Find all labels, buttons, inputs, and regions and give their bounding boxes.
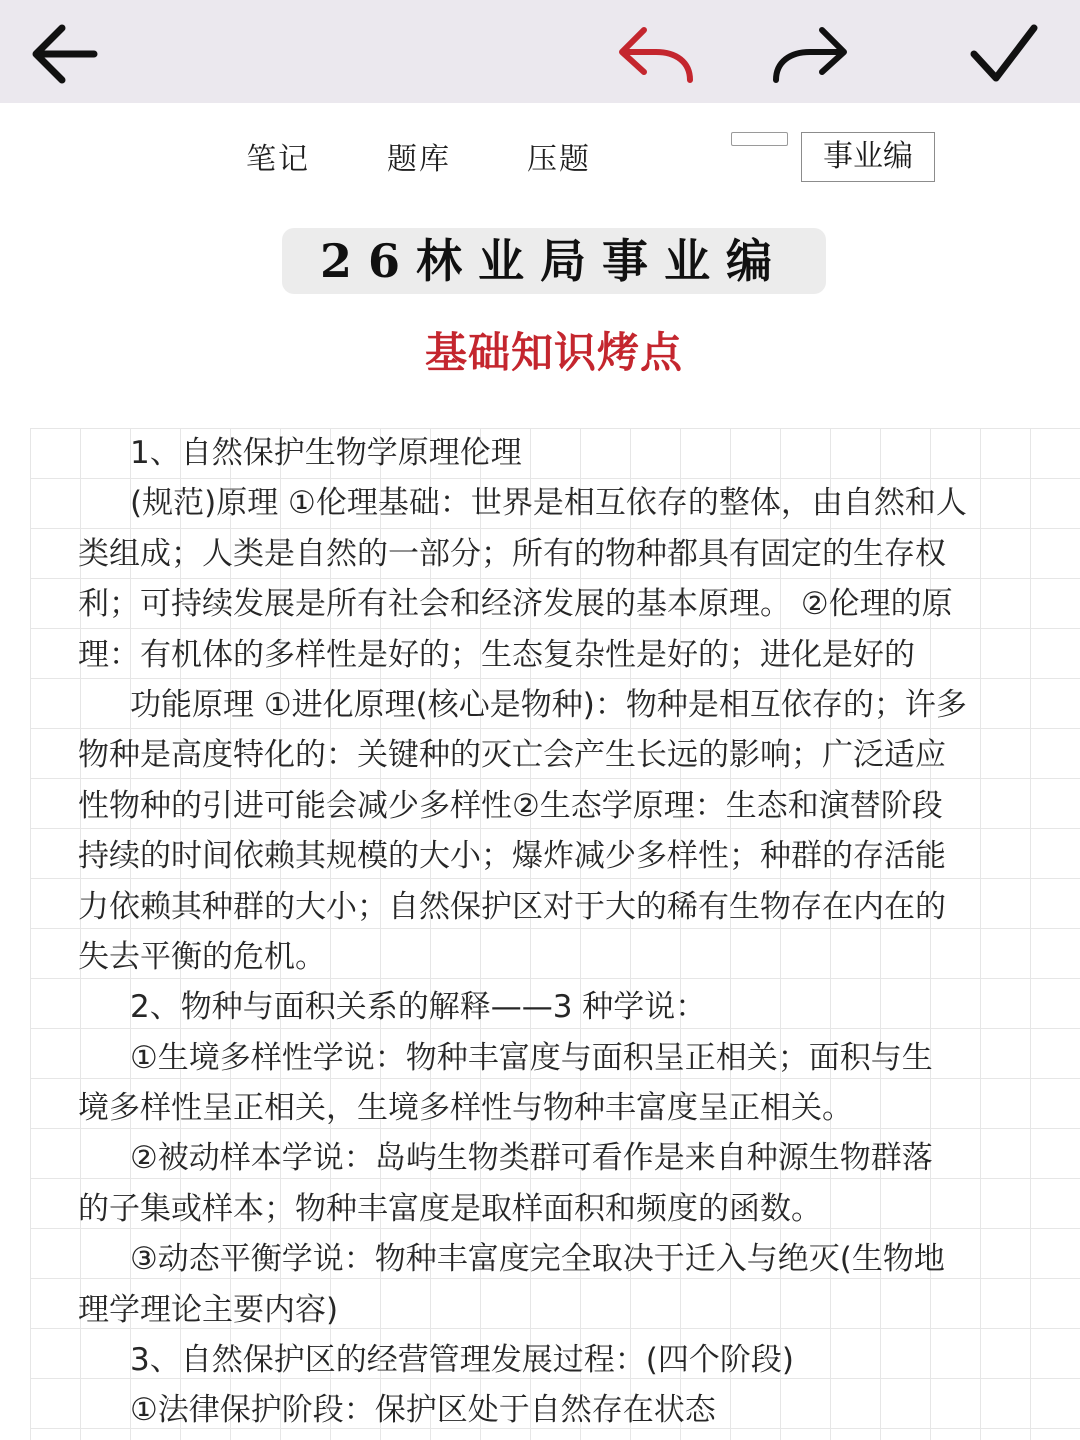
tab-indicator <box>731 132 788 146</box>
tab-question-bank[interactable]: 题库 <box>387 142 451 177</box>
tab-predict[interactable]: 压题 <box>527 142 591 177</box>
tab-notes[interactable]: 笔记 <box>246 142 310 177</box>
note-line: 的子集或样本；物种丰富度是取样面积和频度的函数。 <box>78 1190 822 1227</box>
note-line: 失去平衡的危机。 <box>78 938 326 975</box>
page-title: 26林业局事业编 <box>319 234 788 288</box>
check-icon <box>958 14 1048 94</box>
note-line: ①法律保护阶段：保护区处于自然存在状态 <box>130 1392 716 1429</box>
note-line: 物种是高度特化的：关键种的灭亡会产生长远的影响；广泛适应 <box>78 737 946 774</box>
tab-career[interactable]: 事业编 <box>801 132 935 182</box>
redo-icon <box>766 14 856 94</box>
note-line: 力依赖其种群的大小；自然保护区对于大的稀有生物存在内在的 <box>78 888 946 925</box>
note-line: 功能原理 ①进化原理(核心是物种)：物种是相互依存的；许多 <box>130 686 967 723</box>
arrow-left-icon <box>22 14 112 94</box>
confirm-button[interactable] <box>958 14 1048 94</box>
category-tabs <box>0 128 1080 188</box>
note-line: ①生境多样性学说：物种丰富度与面积呈正相关；面积与生 <box>130 1039 933 1076</box>
note-line: 境多样性呈正相关，生境多样性与物种丰富度呈正相关。 <box>78 1090 853 1127</box>
note-line: 3、自然保护区的经营管理发展过程：(四个阶段) <box>130 1342 794 1379</box>
note-line: 利；可持续发展是所有社会和经济发展的基本原理。 ②伦理的原 <box>78 586 953 623</box>
notes-text <box>78 428 1038 1436</box>
title-banner <box>282 228 826 294</box>
note-line: ②被动样本学说：岛屿生物类群可看作是来自种源生物群落 <box>130 1140 933 1177</box>
note-line: 性物种的引进可能会减少多样性②生态学原理：生态和演替阶段 <box>78 787 943 824</box>
top-toolbar <box>0 0 1080 103</box>
note-line: 持续的时间依赖其规模的大小；爆炸减少多样性；种群的存活能 <box>78 838 946 875</box>
back-button[interactable] <box>22 14 112 94</box>
note-line: (规范)原理 ①伦理基础：世界是相互依存的整体，由自然和人 <box>130 485 967 522</box>
note-line: 2、物种与面积关系的解释——3 种学说： <box>130 989 707 1026</box>
undo-button[interactable] <box>610 14 700 94</box>
note-line: 理：有机体的多样性是好的；生态复杂性是好的；进化是好的 <box>78 636 915 673</box>
redo-button[interactable] <box>766 14 856 94</box>
page-subtitle: 基础知识烤点 <box>424 328 683 377</box>
undo-icon <box>610 14 700 94</box>
note-line: 理学理论主要内容) <box>78 1291 339 1328</box>
note-line: ③动态平衡学说：物种丰富度完全取决于迁入与绝灭(生物地 <box>130 1241 945 1278</box>
note-line: 1、自然保护生物学原理伦理 <box>130 435 522 471</box>
note-line: 类组成；人类是自然的一部分；所有的物种都具有固定的生存权 <box>78 535 946 572</box>
